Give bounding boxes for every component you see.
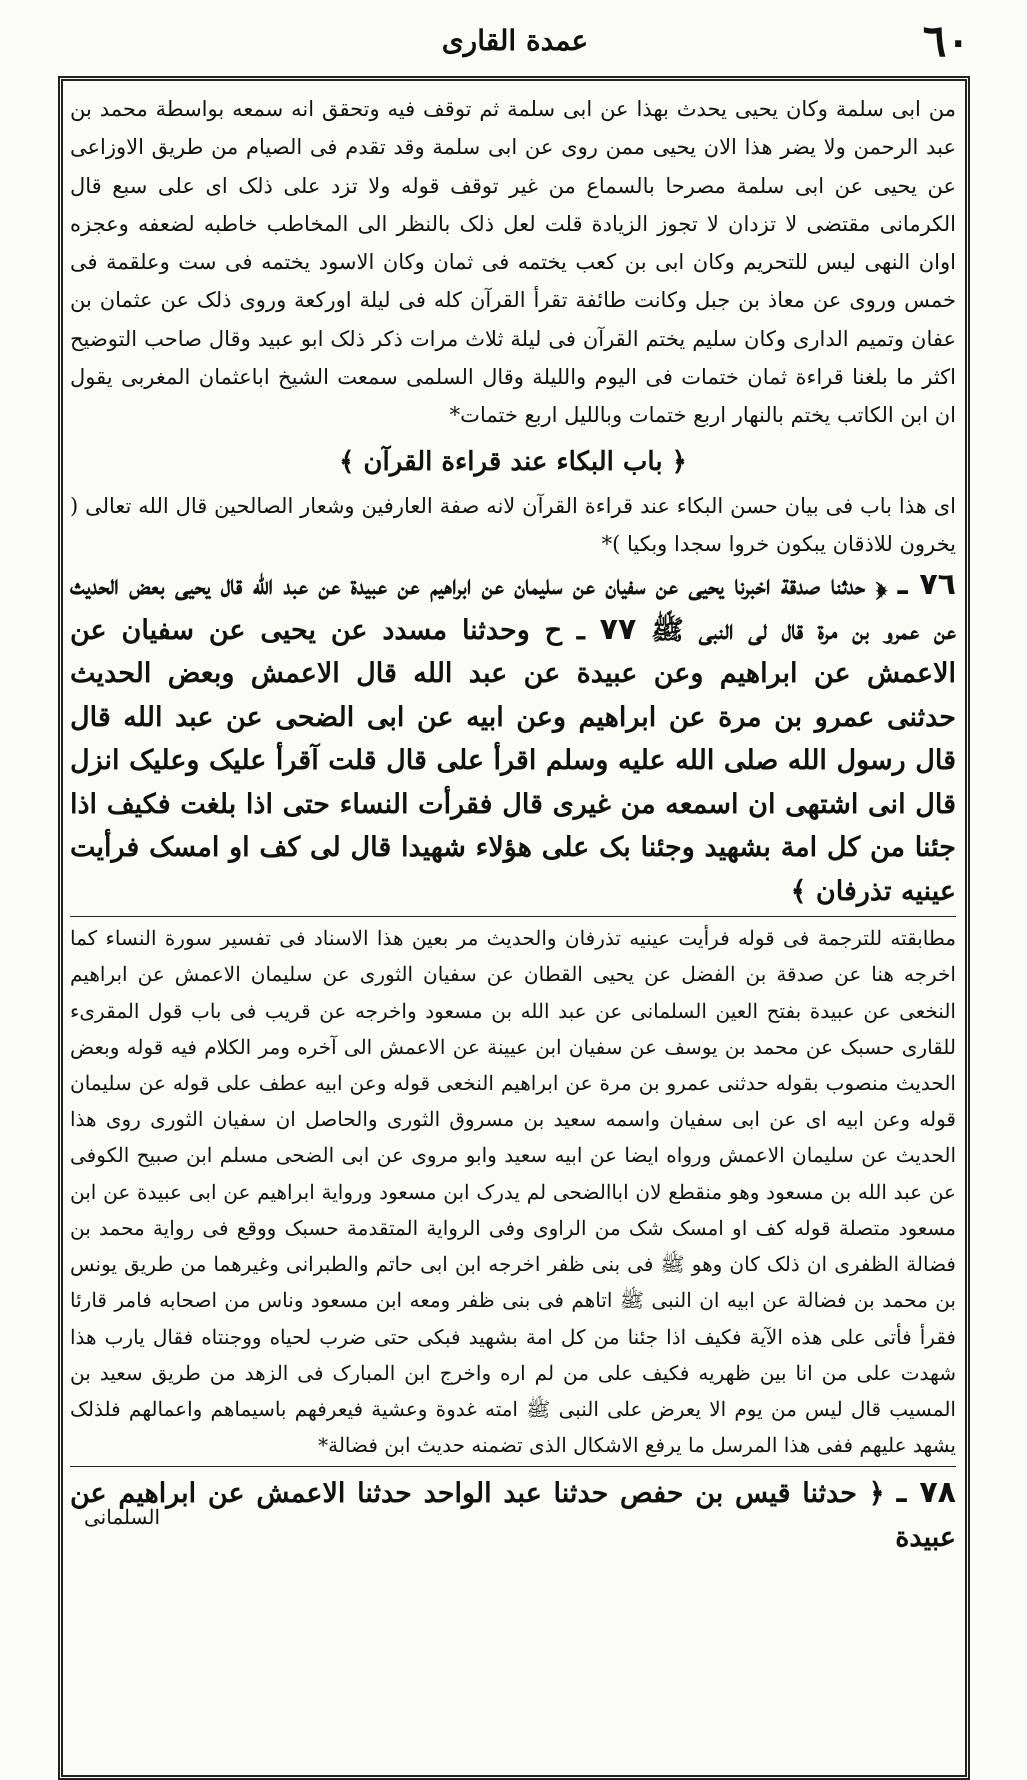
hadith-76-text: ﴿ حدثنا صدقة اخبرنا یحیی عن سفیان عن سلیمان عن ابراهیم عن عبیدة عن عبد الله قال یحیی بعض الحدیث عن عمرو بن مرة قال لی النبی ﷺ bbox=[70, 570, 956, 646]
running-title: عمدة القاری bbox=[441, 24, 589, 57]
catchword: السلمانی bbox=[84, 1505, 161, 1529]
page-number: ٦٠ bbox=[922, 16, 970, 67]
hadith-77-text: ـ ح وحدثنا مسدد عن یحیی عن سفیان عن الاعمش عن ابراهیم وعن عبیدة عن عبد الله قال الاعمش وبعض الحدیث حدثنی عمرو بن مرة عن ابراهیم وعن ابیه عن ابی الضحی عن عبد الله قال قال رسول الله صلی الله علیه وسلم اقرأ علی قال قلت آقرأ علیک وعلیک انزل قال انی اشتهی ان اسمعه من غیری قال فقرأت النساء حتی اذا بلغت فکیف اذا جئنا من کل امة بشهید وجئنا بک علی هؤلاء شهیدا قال لی کف او امسک فرأیت عینیه تذرفان ﴾ bbox=[70, 614, 956, 907]
hadith-78 bbox=[70, 1471, 956, 1560]
hadith-76-77 bbox=[70, 563, 956, 913]
page-header bbox=[60, 16, 970, 72]
section-divider bbox=[70, 1466, 956, 1467]
hadith-number-76: ٧٦ ـ bbox=[897, 567, 956, 603]
hadith-78-text: ﴿ حدثنا قیس بن حفص حدثنا عبد الواحد حدثنا الاعمش عن ابراهیم عن عبیدة bbox=[70, 1478, 956, 1554]
chapter-heading: ﴿ باب البکاء عند قراءة القرآن ﴾ bbox=[339, 446, 687, 477]
hadith-number-78: ٧٨ ـ bbox=[896, 1475, 956, 1511]
page-body bbox=[70, 90, 957, 1554]
intro-paragraph: من ابی سلمة وکان یحیی یحدث بهذا عن ابی سلمة ثم توقف فیه وتحقق انه سمعه بواسطة محمد بن عبد الرحمن ولا یضر هذا الان یحیی ممن روی عن ابی سلمة وقد تقدم فی الصیام من طریق الاوزاعی عن یحیی عن ابی سلمة مصرحا بالسماع من غیر توقف قوله ولا تزد علی ذلک ای علی سبع قال الکرمانی مقتضی لا تزدان لا تجوز الزیادة قلت لعل ذلک بالنظر الی المخاطب خاطبه لضعفه وعجزه اوان النهی لیس للتحریم وکان ابی بن کعب یختمه فی ثمان وکان الاسود یختمه فی ست وعلقمة فی خمس وروی عن معاذ بن جبل وکانت طائفة تقرأ القرآن کله فی لیلة اورکعة وروی ذلک عن عثمان بن عفان وتمیم الداری وکان سلیم یختم القرآن فی لیلة ثلاث مرات ذکر ذلک ابو عبید وقال صاحب التوضیح اکثر ما بلغنا قراءة ثمان ختمات فی الیوم واللیلة وقال السلمی سمعت الشیخ اباعثمان المغربی یقول ان ابن الکاتب یختم بالنهار اربع ختمات وباللیل اربع ختمات* bbox=[70, 97, 956, 428]
hadith-number-77: ٧٧ bbox=[599, 611, 637, 647]
section-divider bbox=[70, 916, 956, 917]
chapter-explanation: ای هذا باب فی بیان حسن البکاء عند قراءة القرآن لانه صفة العارفین وشعار الصالحین قال الله تعالی ( یخرون للاذقان یبکون خروا سجدا وبکیا )* bbox=[70, 493, 956, 556]
commentary-paragraph: مطابقته للترجمة فی قوله فرأیت عینیه تذرفان والحدیث مر بعین هذا الاسناد فی تفسیر سورة النساء کما اخرجه هنا عن صدقة بن الفضل عن یحیی القطان عن سفیان الثوری عن سلیمان الاعمش عن ابراهیم النخعی عن عبیدة بفتح العین السلمانی عن عبد الله بن مسعود واخرجه عن قریب فی باب قول المقریء للقاری حسبک عن محمد بن یوسف عن سفیان ابن عیینة عن الاعمش الی آخره ومر الکلام فیه قوله وبعض الحدیث منصوب بقوله حدثنی عمرو بن مرة عن ابراهیم النخعی قوله وعن ابیه عطف علی قوله عن سلیمان قوله وعن ابیه ای عن ابی سفیان واسمه سعید بن مسروق الثوری والحاصل ان سفیان الثوری روی هذا الحدیث عن سلیمان الاعمش ورواه ایضا عن ابیه سعید وابو مروی عن ابی الضحی مسلم ابن صبیح الکوفی عن عبد الله بن مسعود وهو منقطع لان اباالضحی لم یدرک ابن مسعود ورواية ابراهيم عن ابی عبیدة عن ابن مسعود متصلة قوله کف او امسک شک من الراوی وفی الروایة المتقدمة حسبک ووقع فی روایة محمد بن فضالة الظفری ان ذلک کان وهو ﷺ فی بنی ظفر اخرجه ابن ابی حاتم والطبرانی وغیرهما من طریق یونس بن محمد بن فضالة عن ابیه ان النبی ﷺ اتاهم فی بنی ظفر ومعه ابن مسعود وناس من اصحابه فامر قارئا فقرأ فأتی علی هذه الآیة فکیف اذا جئنا من کل امة بشهید فبکی حتی ضرب لحیاه ووجنتاه فقال یارب هذا شهدت علی من انا بین ظهریه فکیف علی من لم اره واخرج ابن المبارک فی الزهد من طریق سعید بن المسیب قال لیس من یوم الا یعرض علی النبی ﷺ امته غدوة وعشیة فیعرفهم باسیماهم واعمالهم فلذلک یشهد علیهم ففی هذا المرسل ما یرفع الاشکال الذی تضمنه حدیث ابن فضالة* bbox=[70, 926, 957, 1458]
